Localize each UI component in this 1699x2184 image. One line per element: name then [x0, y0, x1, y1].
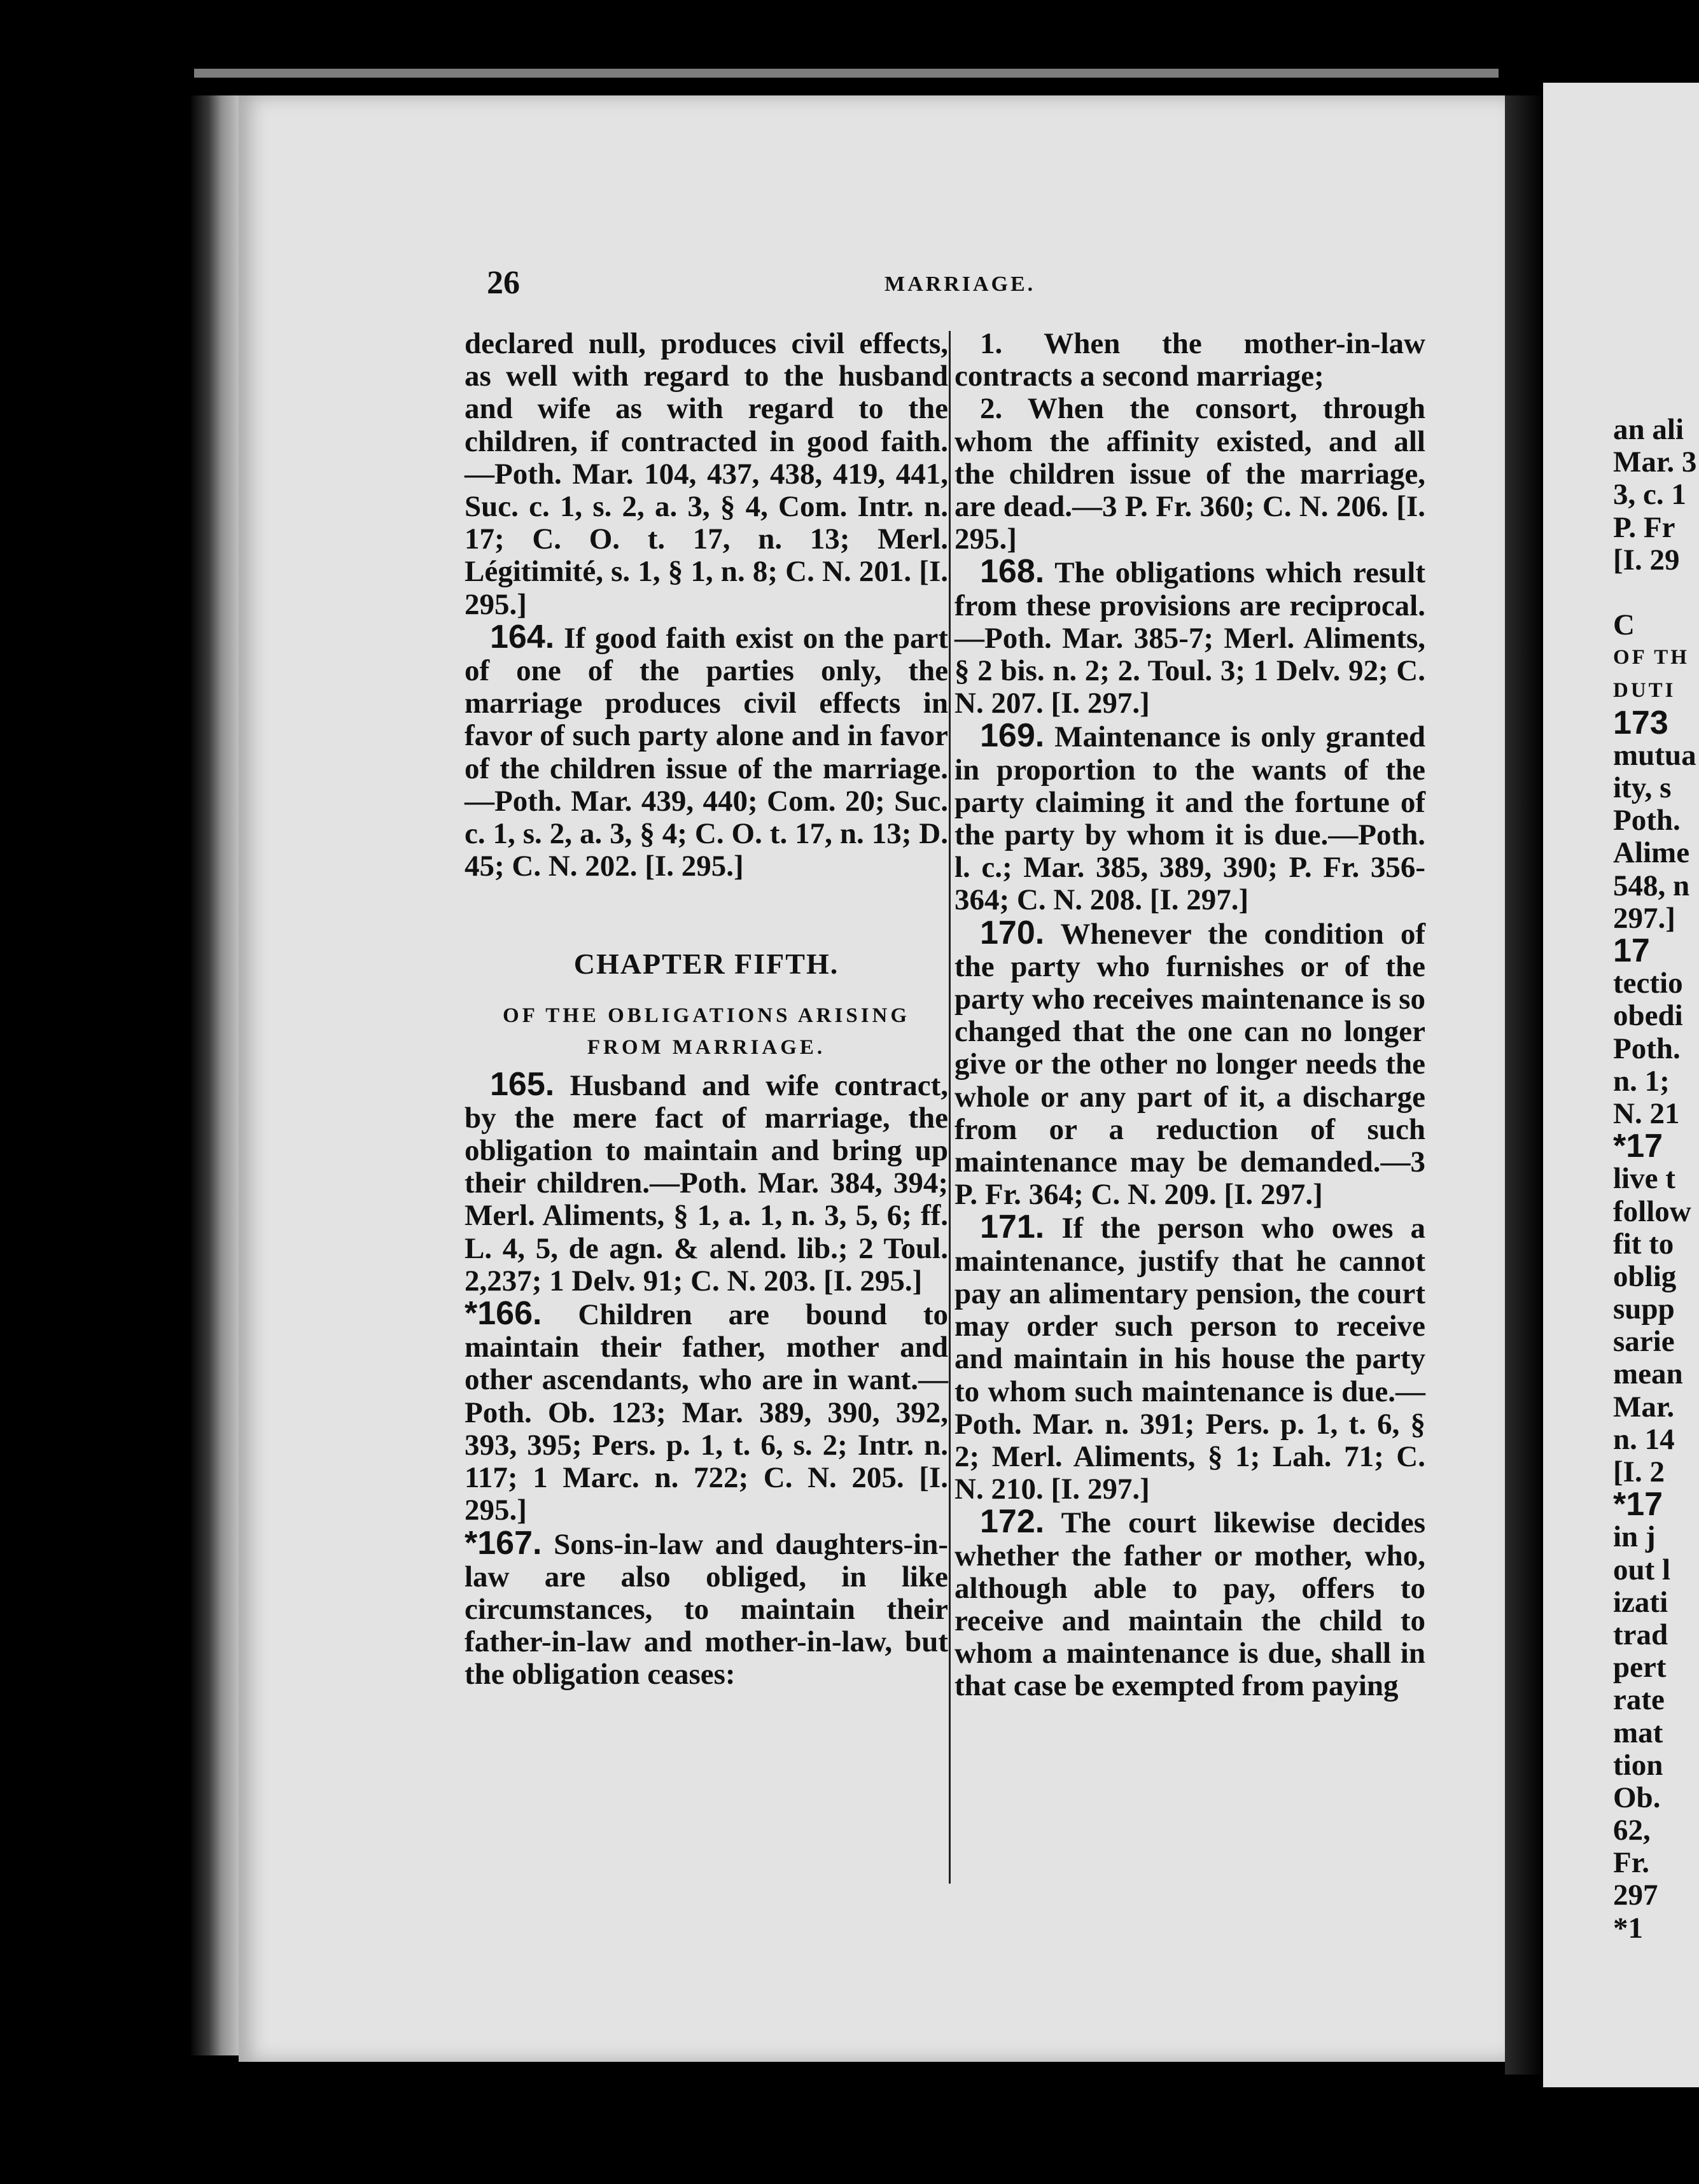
column-divider [949, 331, 951, 1884]
next-page-line: P. Fr [1613, 510, 1675, 544]
next-page-line: C [1613, 608, 1635, 642]
book-top-edge [194, 69, 1499, 78]
next-page-line: rate [1613, 1683, 1665, 1717]
next-page-line: 17 [1613, 932, 1650, 969]
next-page-line: sarie [1613, 1325, 1675, 1359]
next-page-line: out l [1613, 1553, 1671, 1586]
next-page-line: trad [1613, 1618, 1668, 1651]
article-number: 165. [490, 1065, 555, 1103]
article-166 [465, 1295, 948, 1527]
article-text: The obligations which result from these provisions are reciprocal.—Poth. Mar. 385-7; Merl. Aliments, § 2 bis. n. 2; 2. Toul. 3; 1 Delv. 92; C. N. 207. [I. 297.] [954, 556, 1425, 720]
article-number: 168. [980, 553, 1045, 591]
article-text: The court likewise decides whether the father or mother, who, although able to pay, offers to receive and maintain the child to whom a maintenance is due, shall in that case be exempted from paying [954, 1506, 1425, 1703]
next-page-line: 62, [1613, 1814, 1651, 1847]
next-page-line: 297 [1613, 1879, 1658, 1912]
gutter-shadow [1505, 95, 1543, 2075]
next-page-line: tion [1613, 1748, 1663, 1782]
next-page-line: N. 21 [1613, 1096, 1680, 1130]
next-page-line: pert [1613, 1651, 1667, 1684]
next-page-line: an ali [1613, 413, 1684, 446]
article-text: Husband and wife contract, by the mere fact of marriage, the obligation to maintain and bring up their children.—Poth. Mar. 384, 394; Merl. Aliments, § 1, a. 1, n. 3, 5, 6; ff. L. 4, 5, de agn. & alend. lib.; 2 Toul. 2,237; 1 Delv. 91; C. N. 203. [I. 295.] [465, 1068, 948, 1298]
next-page-line [1613, 577, 1699, 609]
article-171 [954, 1208, 1425, 1506]
next-page-line: ity, s [1613, 771, 1672, 805]
next-page-line: *1 [1613, 1911, 1643, 1945]
article-number: 170. [980, 914, 1045, 951]
next-page-line: 3, c. 1 [1613, 478, 1686, 512]
next-page-line: oblig [1613, 1259, 1677, 1293]
next-page-line: in j [1613, 1520, 1656, 1554]
next-page-line: mutua [1613, 738, 1696, 772]
next-page-line: 548, n [1613, 869, 1690, 902]
paragraph-163-continuation: declared null, produces civil effects, as well with regard to the husband and wife as with regard to the children, if contracted in good faith.—Poth. Mar. 104, 437, 438, 419, 441, Suc. c. 1, s. 2, a. 3, § 4, Com. Intr. n. 17; C. O. t. 17, n. 13; Merl. Légitimité, s. 1, § 1, n. 8; C. N. 201. [I. 295.] [465, 327, 948, 621]
article-number: 172. [980, 1503, 1045, 1541]
book-spine [191, 95, 242, 2055]
next-page-line: Mar. 3 [1613, 445, 1697, 479]
next-page-line: supp [1613, 1292, 1675, 1326]
article-167 [465, 1524, 948, 1691]
chapter-subtitle: OF THE OBLIGATIONS ARISING FROM MARRIAGE. [502, 1004, 911, 1059]
article-165 [465, 1065, 948, 1298]
article-text: Maintenance is only granted in proportion to the wants of the party claiming it and the fortune of the party by whom it is due.—Poth. l. c.; Mar. 385, 389, 390; P. Fr. 356-364; C. N. 208. [I. 297.] [954, 720, 1425, 917]
article-number: 164. [490, 618, 555, 655]
left-column [465, 328, 948, 1691]
list-item-1: 1. When the mother-in-law contracts a second marriage; [954, 327, 1425, 393]
next-page-line: izati [1613, 1585, 1668, 1619]
running-head: MARRIAGE. [884, 272, 1036, 296]
article-168 [954, 553, 1425, 720]
next-page-line: obedi [1613, 999, 1683, 1033]
next-page-line: DUTI [1613, 678, 1676, 702]
next-page-line: n. 1; [1613, 1064, 1670, 1098]
next-page-line: live t [1613, 1162, 1675, 1196]
list-item-2: 2. When the consort, through whom the affinity existed, and all the children issue of the marriage, are dead.—3 P. Fr. 360; C. N. 206. [I. 295.] [954, 392, 1425, 556]
next-page-line: tectio [1613, 967, 1683, 1000]
next-page-line: 173 [1613, 704, 1668, 741]
next-page-line: [I. 2 [1613, 1455, 1665, 1488]
article-number: *167. [465, 1524, 542, 1562]
article-169 [954, 717, 1425, 917]
next-page-line: mean [1613, 1357, 1683, 1391]
next-page-line: 297.] [1613, 901, 1675, 935]
next-page-line: Mar. [1613, 1390, 1675, 1424]
article-number: 171. [980, 1208, 1045, 1246]
next-page-line: mat [1613, 1716, 1663, 1749]
article-number: *166. [465, 1295, 542, 1333]
next-page-line: Fr. [1613, 1846, 1650, 1880]
article-text: Whenever the condition of the party who furnishes or of the party who receives maintenance is so changed that the one can no longer give or the other no longer needs the whole or any part of it, a discharge from or a reduction of such maintenance may be demanded.—3 P. Fr. 364; C. N. 209. [I. 297.] [954, 917, 1425, 1212]
article-text: If good faith exist on the part of one of the parties only, the marriage produces civil effects in favor of such party alone and in favor of the children issue of the marriage.—Poth. Mar. 439, 440; Com. 20; Suc. c. 1, s. 2, a. 3, § 4; C. O. t. 17, n. 13; D. 45; C. N. 202. [I. 295.] [465, 621, 948, 883]
next-page-line: *17 [1613, 1128, 1663, 1165]
next-page-line: *17 [1613, 1486, 1663, 1523]
next-page-edge [1543, 83, 1699, 2087]
next-page-line: Poth. [1613, 804, 1681, 837]
next-page-line: follow [1613, 1194, 1691, 1228]
next-page-line: Alime [1613, 836, 1690, 870]
article-164 [465, 618, 948, 883]
next-page-line: Poth. [1613, 1032, 1681, 1065]
article-number: 169. [980, 717, 1045, 755]
next-page-line: OF TH [1613, 646, 1689, 669]
right-column [954, 328, 1425, 1703]
next-page-line: n. 14 [1613, 1422, 1675, 1456]
article-text: Sons-in-law and daughters-in-law are also obliged, in like circumstances, to maintain their father-in-law and mother-in-law, but the obligation ceases: [465, 1527, 948, 1691]
article-172 [954, 1503, 1425, 1703]
next-page-text [1613, 414, 1699, 1945]
article-170 [954, 914, 1425, 1212]
chapter-title: CHAPTER FIFTH. [573, 948, 839, 981]
article-text: If the person who owes a maintenance, justify that he cannot pay an alimentary pension, the court may order such person to receive and maintain in his house the party to whom such maintenance is due.—Poth. Mar. n. 391; Pers. p. 1, t. 6, § 2; Merl. Aliments, § 1; Lah. 71; C. N. 210. [I. 297.] [954, 1212, 1425, 1506]
next-page-line: Ob. [1613, 1781, 1661, 1814]
next-page-line: [I. 29 [1613, 543, 1680, 577]
page-number: 26 [487, 265, 520, 301]
next-page-line: fit to [1613, 1227, 1674, 1261]
article-text: Children are bound to maintain their father, mother and other ascendants, who are in want.—Poth. Ob. 123; Mar. 389, 390, 392, 393, 395; Pers. p. 1, t. 6, s. 2; Intr. n. 117; 1 Marc. n. 722; C. N. 205. [I. 295.] [465, 1298, 948, 1527]
